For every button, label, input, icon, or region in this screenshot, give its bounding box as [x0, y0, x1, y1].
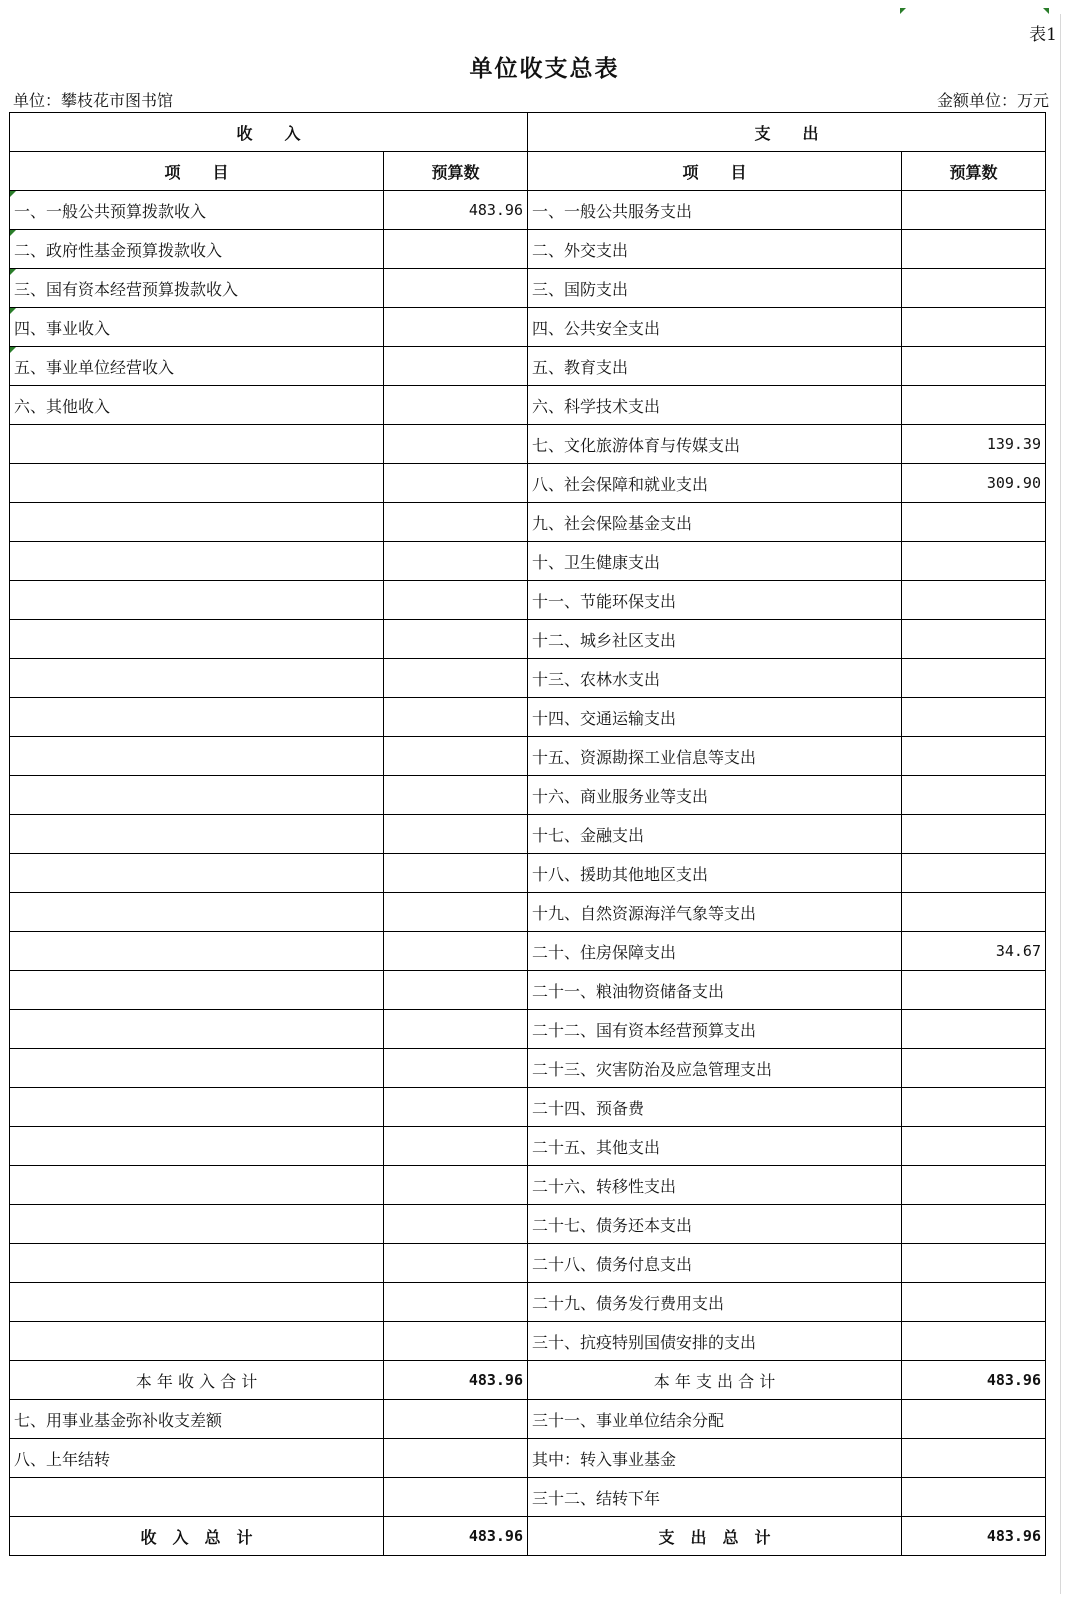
income-value-cell	[384, 464, 528, 503]
expense-item-cell: 二、外交支出	[528, 230, 902, 269]
income-value-cell	[384, 1088, 528, 1127]
income-item-cell	[10, 620, 384, 659]
expense-value-cell	[902, 347, 1046, 386]
table-row	[10, 1439, 1046, 1478]
expense-value-cell	[902, 1088, 1046, 1127]
table-row	[10, 971, 1046, 1010]
expense-item-cell: 十一、节能环保支出	[528, 581, 902, 620]
expense-item-cell: 三十一、事业单位结余分配	[528, 1400, 902, 1439]
income-item-cell	[10, 776, 384, 815]
income-item-cell	[10, 464, 384, 503]
expense-value-cell	[902, 386, 1046, 425]
income-value-cell	[384, 1439, 528, 1478]
page-title: 单位收支总表	[469, 56, 620, 82]
table-row	[10, 1088, 1046, 1127]
income-value-cell	[384, 1478, 528, 1517]
income-item-cell	[10, 1478, 384, 1517]
income-value-cell	[384, 971, 528, 1010]
expense-value-cell	[902, 1166, 1046, 1205]
expense-value-cell	[902, 1283, 1046, 1322]
income-value-cell	[384, 308, 528, 347]
table-row	[10, 191, 1046, 230]
table-row	[10, 464, 1046, 503]
table-row	[10, 1205, 1046, 1244]
income-item-cell	[10, 1322, 384, 1361]
expense-item-cell: 二十四、预备费	[528, 1088, 902, 1127]
expense-value-cell	[902, 854, 1046, 893]
income-grand-total-label: 收 入 总 计	[10, 1517, 384, 1556]
expense-item-cell: 八、社会保障和就业支出	[528, 464, 902, 503]
expense-value-cell	[902, 1439, 1046, 1478]
table-row	[10, 269, 1046, 308]
expense-value-cell	[902, 581, 1046, 620]
expense-item-cell: 十九、自然资源海洋气象等支出	[528, 893, 902, 932]
income-value-cell	[384, 737, 528, 776]
expense-value-cell	[902, 191, 1046, 230]
cell-comment-marker	[10, 347, 16, 353]
income-item-cell	[10, 737, 384, 776]
income-value-cell	[384, 1400, 528, 1439]
income-item-cell: 四、事业收入	[10, 308, 384, 347]
income-value-cell	[384, 269, 528, 308]
table-row	[10, 698, 1046, 737]
income-item-cell: 三、国有资本经营预算拨款收入	[10, 269, 384, 308]
income-item-cell	[10, 1127, 384, 1166]
table-row	[10, 425, 1046, 464]
income-value-cell: 483.96	[384, 191, 528, 230]
income-value-cell	[384, 1244, 528, 1283]
income-value-cell	[384, 893, 528, 932]
income-item-cell	[10, 854, 384, 893]
expense-value-cell	[902, 269, 1046, 308]
cell-comment-marker	[10, 230, 16, 236]
cell-comment-marker	[10, 191, 16, 197]
table-row	[10, 1478, 1046, 1517]
expense-section-header: 支 出	[528, 113, 1046, 152]
expense-item-cell: 十二、城乡社区支出	[528, 620, 902, 659]
income-item-cell	[10, 659, 384, 698]
income-item-cell	[10, 1166, 384, 1205]
expense-value-cell	[902, 815, 1046, 854]
expense-value-cell: 309.90	[902, 464, 1046, 503]
income-value-cell	[384, 1322, 528, 1361]
grand-total-row	[10, 1517, 1046, 1556]
table-row	[10, 542, 1046, 581]
income-value-cell	[384, 854, 528, 893]
income-item-cell	[10, 893, 384, 932]
income-item-cell: 六、其他收入	[10, 386, 384, 425]
income-value-cell	[384, 503, 528, 542]
expense-item-cell: 二十、住房保障支出	[528, 932, 902, 971]
expense-value-cell	[902, 698, 1046, 737]
income-value-cell	[384, 659, 528, 698]
expense-value-cell	[902, 542, 1046, 581]
expense-item-cell: 十六、商业服务业等支出	[528, 776, 902, 815]
income-grand-total-value: 483.96	[384, 1517, 528, 1556]
income-value-cell	[384, 932, 528, 971]
income-item-cell: 一、一般公共预算拨款收入	[10, 191, 384, 230]
cell-comment-marker	[10, 308, 16, 314]
expense-item-cell: 九、社会保险基金支出	[528, 503, 902, 542]
expense-value-cell	[902, 1400, 1046, 1439]
expense-value-cell	[902, 1478, 1046, 1517]
sheet-right-rule	[1060, 14, 1061, 1594]
income-value-cell	[384, 1283, 528, 1322]
income-item-cell	[10, 1088, 384, 1127]
expense-value-cell	[902, 1244, 1046, 1283]
income-item-cell: 五、事业单位经营收入	[10, 347, 384, 386]
income-value-cell	[384, 1205, 528, 1244]
income-item-cell	[10, 1010, 384, 1049]
expense-item-cell: 二十六、转移性支出	[528, 1166, 902, 1205]
expense-item-cell: 一、一般公共服务支出	[528, 191, 902, 230]
expense-item-cell: 十三、农林水支出	[528, 659, 902, 698]
table-row	[10, 815, 1046, 854]
table-row	[10, 386, 1046, 425]
expense-item-cell: 四、公共安全支出	[528, 308, 902, 347]
table-row	[10, 1322, 1046, 1361]
table-row	[10, 932, 1046, 971]
expense-grand-total-value: 483.96	[902, 1517, 1046, 1556]
income-item-cell: 八、上年结转	[10, 1439, 384, 1478]
expense-value-cell	[902, 1049, 1046, 1088]
expense-item-cell: 十、卫生健康支出	[528, 542, 902, 581]
income-item-cell	[10, 815, 384, 854]
expense-year-total-value: 483.96	[902, 1361, 1046, 1400]
income-item-cell	[10, 1244, 384, 1283]
budget-table	[9, 112, 1046, 1556]
expense-value-cell	[902, 1010, 1046, 1049]
expense-year-total-label: 本 年 支 出 合 计	[528, 1361, 902, 1400]
table-row	[10, 1244, 1046, 1283]
table-row	[10, 1400, 1046, 1439]
income-section-header: 收 入	[10, 113, 528, 152]
expense-item-cell: 其中：转入事业基金	[528, 1439, 902, 1478]
expense-value-cell	[902, 230, 1046, 269]
expense-item-cell: 六、科学技术支出	[528, 386, 902, 425]
expense-value-cell	[902, 776, 1046, 815]
expense-value-cell	[902, 737, 1046, 776]
expense-value-cell	[902, 1205, 1046, 1244]
income-item-cell: 二、政府性基金预算拨款收入	[10, 230, 384, 269]
expense-value-cell	[902, 620, 1046, 659]
income-value-cell	[384, 1049, 528, 1088]
table-row	[10, 659, 1046, 698]
table-row	[10, 1010, 1046, 1049]
expense-item-cell: 三十二、结转下年	[528, 1478, 902, 1517]
expense-item-header: 项 目	[528, 152, 902, 191]
income-budget-header: 预算数	[384, 152, 528, 191]
expense-item-cell: 十四、交通运输支出	[528, 698, 902, 737]
year-total-row	[10, 1361, 1046, 1400]
expense-item-cell: 二十七、债务还本支出	[528, 1205, 902, 1244]
income-value-cell	[384, 1166, 528, 1205]
cell-comment-marker	[1043, 8, 1049, 14]
expense-item-cell: 十五、资源勘探工业信息等支出	[528, 737, 902, 776]
income-item-cell	[10, 1205, 384, 1244]
income-value-cell	[384, 1010, 528, 1049]
expense-item-cell: 十七、金融支出	[528, 815, 902, 854]
income-item-cell: 七、用事业基金弥补收支差额	[10, 1400, 384, 1439]
expense-item-cell: 二十一、粮油物资储备支出	[528, 971, 902, 1010]
income-value-cell	[384, 230, 528, 269]
income-value-cell	[384, 815, 528, 854]
expense-value-cell: 34.67	[902, 932, 1046, 971]
income-value-cell	[384, 386, 528, 425]
table-row	[10, 581, 1046, 620]
expense-value-cell	[902, 893, 1046, 932]
income-item-cell	[10, 542, 384, 581]
expense-item-cell: 二十八、债务付息支出	[528, 1244, 902, 1283]
income-value-cell	[384, 1127, 528, 1166]
expense-item-cell: 十八、援助其他地区支出	[528, 854, 902, 893]
table-row	[10, 776, 1046, 815]
expense-value-cell	[902, 1127, 1046, 1166]
section-header-row	[10, 113, 1046, 152]
income-value-cell	[384, 698, 528, 737]
table-row	[10, 620, 1046, 659]
table-row	[10, 230, 1046, 269]
cell-comment-marker	[10, 269, 16, 275]
income-item-cell	[10, 425, 384, 464]
income-value-cell	[384, 425, 528, 464]
expense-item-cell: 二十三、灾害防治及应急管理支出	[528, 1049, 902, 1088]
expense-item-cell: 三、国防支出	[528, 269, 902, 308]
expense-grand-total-label: 支 出 总 计	[528, 1517, 902, 1556]
income-item-cell	[10, 971, 384, 1010]
table-row	[10, 1127, 1046, 1166]
amount-unit-label: 金额单位：万元	[936, 91, 1049, 110]
table-row	[10, 503, 1046, 542]
income-value-cell	[384, 776, 528, 815]
table-row	[10, 737, 1046, 776]
income-value-cell	[384, 581, 528, 620]
income-year-total-value: 483.96	[384, 1361, 528, 1400]
income-item-cell	[10, 581, 384, 620]
expense-value-cell	[902, 971, 1046, 1010]
expense-value-cell	[902, 503, 1046, 542]
table-row	[10, 1283, 1046, 1322]
unit-label: 单位：攀枝花市图书馆	[13, 91, 174, 110]
income-item-cell	[10, 698, 384, 737]
income-value-cell	[384, 620, 528, 659]
income-item-cell	[10, 503, 384, 542]
table-row	[10, 308, 1046, 347]
column-header-row	[10, 152, 1046, 191]
income-value-cell	[384, 347, 528, 386]
expense-item-cell: 三十、抗疫特别国债安排的支出	[528, 1322, 902, 1361]
cell-comment-marker	[900, 8, 906, 14]
income-item-cell	[10, 1049, 384, 1088]
expense-value-cell: 139.39	[902, 425, 1046, 464]
income-year-total-label: 本 年 收 入 合 计	[10, 1361, 384, 1400]
expense-item-cell: 二十五、其他支出	[528, 1127, 902, 1166]
expense-item-cell: 七、文化旅游体育与传媒支出	[528, 425, 902, 464]
expense-value-cell	[902, 1322, 1046, 1361]
income-item-cell	[10, 1283, 384, 1322]
expense-item-cell: 五、教育支出	[528, 347, 902, 386]
expense-item-cell: 二十二、国有资本经营预算支出	[528, 1010, 902, 1049]
income-item-header: 项 目	[10, 152, 384, 191]
table-row	[10, 893, 1046, 932]
expense-value-cell	[902, 659, 1046, 698]
expense-value-cell	[902, 308, 1046, 347]
table-row	[10, 1166, 1046, 1205]
table-row	[10, 854, 1046, 893]
income-item-cell	[10, 932, 384, 971]
expense-item-cell: 二十九、债务发行费用支出	[528, 1283, 902, 1322]
income-value-cell	[384, 542, 528, 581]
table-row	[10, 1049, 1046, 1088]
table-number: 表1	[1029, 25, 1057, 45]
table-row	[10, 347, 1046, 386]
expense-budget-header: 预算数	[902, 152, 1046, 191]
